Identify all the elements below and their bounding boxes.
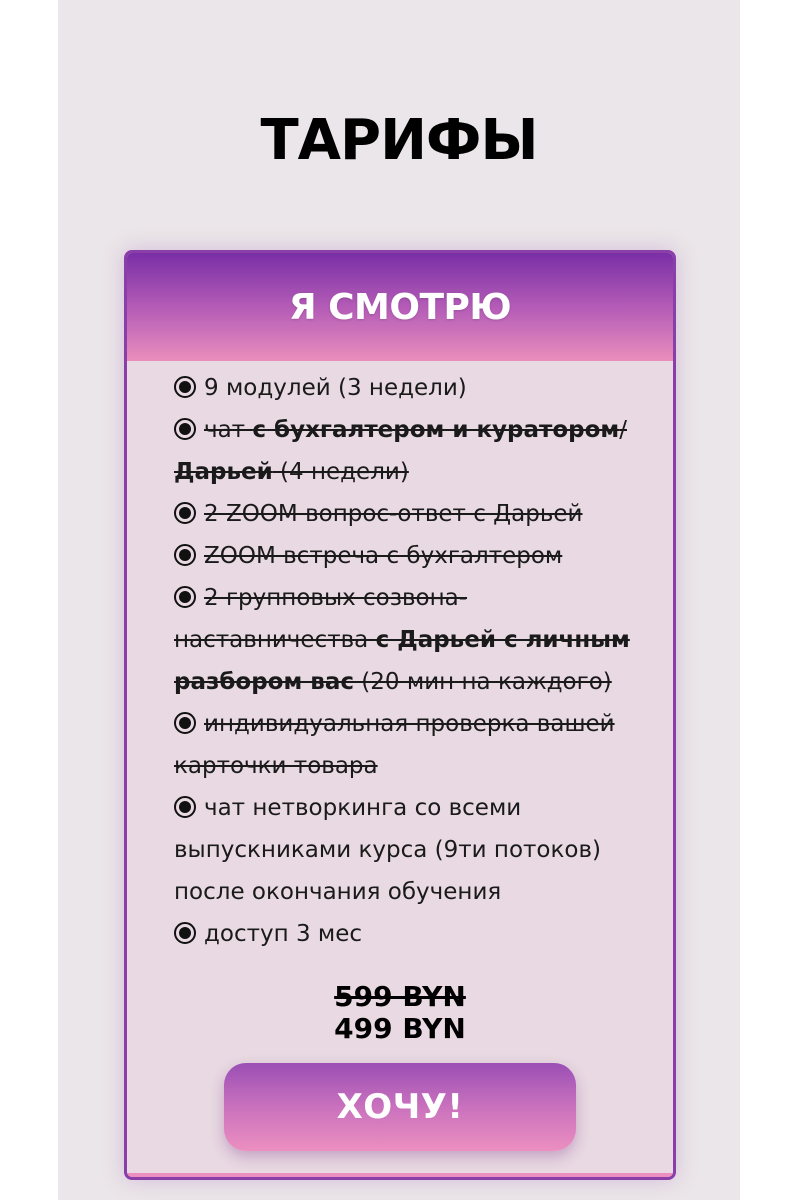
feature-text: доступ 3 мес [204,921,363,947]
feature-item [174,703,644,787]
feature-item [174,577,644,703]
feature-text: чат нетворкинга со всеми выпускниками курса (9ти потоков) после окончания обучения [174,795,601,905]
feature-item [174,367,644,409]
feature-text: (4 недели) [272,459,409,485]
feature-text: 2 ZOOM вопрос-ответ с Дарьей [204,501,583,527]
feature-list [174,367,644,955]
radio-bullet-icon [174,376,196,398]
want-button[interactable]: ХОЧУ! [224,1063,576,1151]
feature-item [174,913,644,955]
feature-struck-text [174,585,630,695]
old-price: 599 BYN [334,980,466,1013]
feature-struck-text [174,711,615,779]
feature-text: 9 модулей (3 недели) [204,375,467,401]
tariff-card-header [127,253,673,361]
feature-struck-text [174,417,627,485]
radio-bullet-icon [174,502,196,524]
new-price: 499 BYN [334,1012,466,1045]
feature-struck-text [174,543,562,569]
feature-item [174,535,644,577]
feature-bold-text: Дарьей [174,459,273,485]
feature-text: 2 групповых созвона-наставничества [174,585,468,653]
radio-bullet-icon [174,418,196,440]
feature-struck-text [174,501,583,527]
feature-item [174,787,644,913]
radio-bullet-icon [174,712,196,734]
feature-text: чат [204,417,253,443]
feature-bold-text: с Дарьей с личным разбором вас [174,627,630,695]
feature-text: ZOOM встреча с бухгалтером [204,543,563,569]
card-bottom-border [127,1173,673,1177]
tariff-card [124,250,676,1180]
radio-bullet-icon [174,586,196,608]
radio-bullet-icon [174,544,196,566]
feature-item [174,409,644,493]
feature-text: / [619,417,627,443]
feature-text: (20 мин на каждого) [354,669,612,695]
radio-bullet-icon [174,796,196,818]
feature-bold-text: с бухгалтером и куратором [252,417,620,443]
feature-item [174,493,644,535]
feature-text: индивидуальная проверка вашей карточки товара [174,711,615,779]
tariff-name: Я СМОТРЮ [288,286,512,328]
radio-bullet-icon [174,922,196,944]
price-block [127,981,673,1045]
page-title: ТАРИФЫ [260,108,538,173]
